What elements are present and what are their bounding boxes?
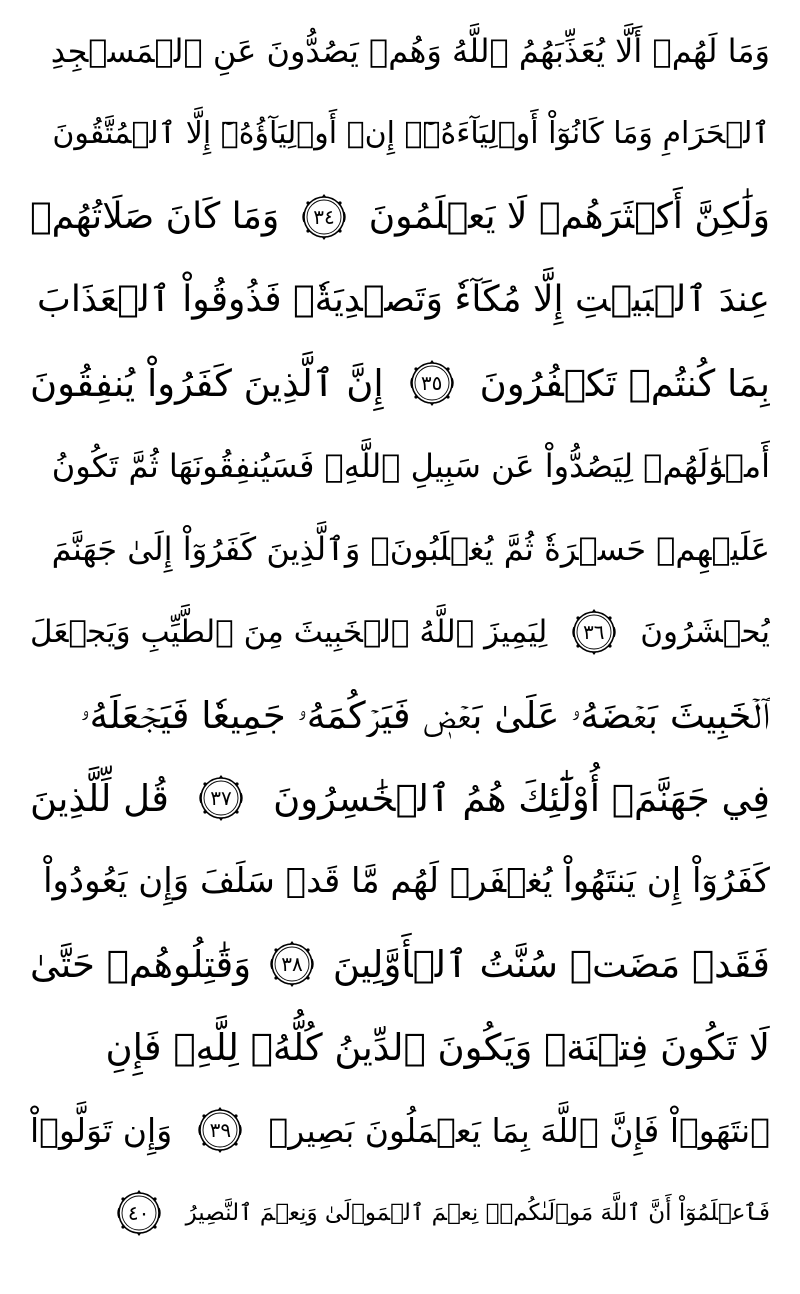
verse-text: أَمۡوَٰلَهُمۡ لِيَصُدُّواْ عَن سَبِيلِ ٱللَّهِۚ فَسَيُنفِقُونَهَا ثُمَّ تَكُونُ	[51, 447, 770, 485]
ayah-end-marker	[267, 939, 317, 989]
verse-text: كَفَرُوٓاْ إِن يَنتَهُواْ يُغۡفَرۡ لَهُم مَّا قَدۡ سَلَفَ وَإِن يَعُودُواْ	[43, 861, 770, 901]
verse-text: عَلَيۡهِمۡ حَسۡرَةٗ ثُمَّ يُغۡلَبُونَۗ وَٱلَّذِينَ كَفَرُوٓاْ إِلَىٰ جَهَنَّمَ	[51, 530, 770, 568]
verse-text: ٱلۡخَبِيثَ بَعۡضَهُۥ عَلَىٰ بَعۡضٖ فَيَرۡكُمَهُۥ جَمِيعٗا فَيَجۡعَلَهُۥ	[80, 693, 770, 737]
text-line	[30, 175, 770, 259]
mushaf-page	[30, 14, 770, 1280]
verse-text: عِندَ ٱلۡبَيۡتِ إِلَّا مُكَآءٗ وَتَصۡدِيَةٗۚ فَذُوقُواْ ٱلۡعَذَابَ	[36, 279, 770, 320]
text-line	[30, 341, 770, 425]
verse-text: ٱنتَهَوۡاْ فَإِنَّ ٱللَّهَ بِمَا يَعۡمَلُونَ بَصِيرٞ	[268, 1110, 770, 1150]
ayah-number: ٤٠	[127, 1201, 150, 1225]
text-line	[30, 92, 770, 176]
text-line	[30, 9, 770, 93]
verse-text: لَا تَكُونَ فِتۡنَةٞ وَيَكُونَ ٱلدِّينُ كُلُّهُۥ لِلَّهِۚ فَإِنِ	[105, 1025, 770, 1069]
text-line	[30, 1088, 770, 1172]
text-line	[30, 507, 770, 591]
verse-text: فَقَدۡ مَضَتۡ سُنَّتُ ٱلۡأَوَّلِينَ	[332, 942, 770, 986]
text-line	[30, 590, 770, 674]
text-line	[30, 424, 770, 508]
text-line	[30, 839, 770, 923]
verse-text: فَٱعۡلَمُوٓاْ أَنَّ ٱللَّهَ مَوۡلَىٰكُمۡۚ نِعۡمَ ٱلۡمَوۡلَىٰ وَنِعۡمَ ٱلنَّصِيرُ	[185, 1199, 770, 1226]
verse-text: ٱلۡحَرَامِ وَمَا كَانُوٓاْ أَوۡلِيَآءَهُۥٓۚ إِنۡ أَوۡلِيَآؤُهُۥٓ إِلَّا ٱلۡمُتَّقُونَ	[52, 116, 770, 151]
ayah-end-marker	[195, 1105, 245, 1155]
verse-text: وَلَٰكِنَّ أَكۡثَرَهُمۡ لَا يَعۡلَمُونَ	[368, 196, 770, 237]
ayah-number: ٣٦	[583, 620, 605, 644]
ayah-number: ٣٧	[210, 786, 232, 810]
ayah-end-marker	[196, 773, 246, 823]
ayah-end-marker	[569, 607, 619, 657]
ayah-end-marker	[407, 358, 457, 408]
verse-text: فِي جَهَنَّمَۚ أُوْلَٰٓئِكَ هُمُ ٱلۡخَٰسِرُونَ	[273, 776, 770, 820]
text-line	[30, 673, 770, 757]
text-line	[30, 1005, 770, 1089]
text-line	[30, 922, 770, 1006]
verse-text: وَمَا لَهُمۡ أَلَّا يُعَذِّبَهُمُ ٱللَّهُ وَهُمۡ يَصُدُّونَ عَنِ ٱلۡمَسۡجِدِ	[50, 32, 770, 70]
verse-text: قُل لِّلَّذِينَ	[30, 776, 169, 820]
ayah-number: ٣٥	[420, 371, 443, 395]
ayah-end-marker	[299, 192, 349, 242]
verse-text: إِنَّ ٱلَّذِينَ كَفَرُواْ يُنفِقُونَ	[30, 361, 384, 405]
verse-text: لِيَمِيزَ ٱللَّهُ ٱلۡخَبِيثَ مِنَ ٱلطَّيِّبِ وَيَجۡعَلَ	[30, 613, 548, 650]
ayah-number: ٣٨	[281, 952, 303, 976]
verse-text: وَمَا كَانَ صَلَاتُهُمۡ	[30, 196, 280, 237]
text-line	[30, 258, 770, 342]
ayah-end-marker	[114, 1188, 164, 1238]
verse-text: وَإِن تَوَلَّوۡاْ	[30, 1110, 173, 1150]
verse-text: وَقَٰتِلُوهُمۡ حَتَّىٰ	[30, 942, 252, 986]
verse-text: بِمَا كُنتُمۡ تَكۡفُرُونَ	[479, 361, 770, 405]
ayah-number: ٣٩	[209, 1118, 232, 1142]
text-line	[30, 1171, 770, 1255]
verse-text: يُحۡشَرُونَ	[640, 613, 770, 650]
ayah-number: ٣٤	[313, 205, 335, 229]
text-line	[30, 756, 770, 840]
